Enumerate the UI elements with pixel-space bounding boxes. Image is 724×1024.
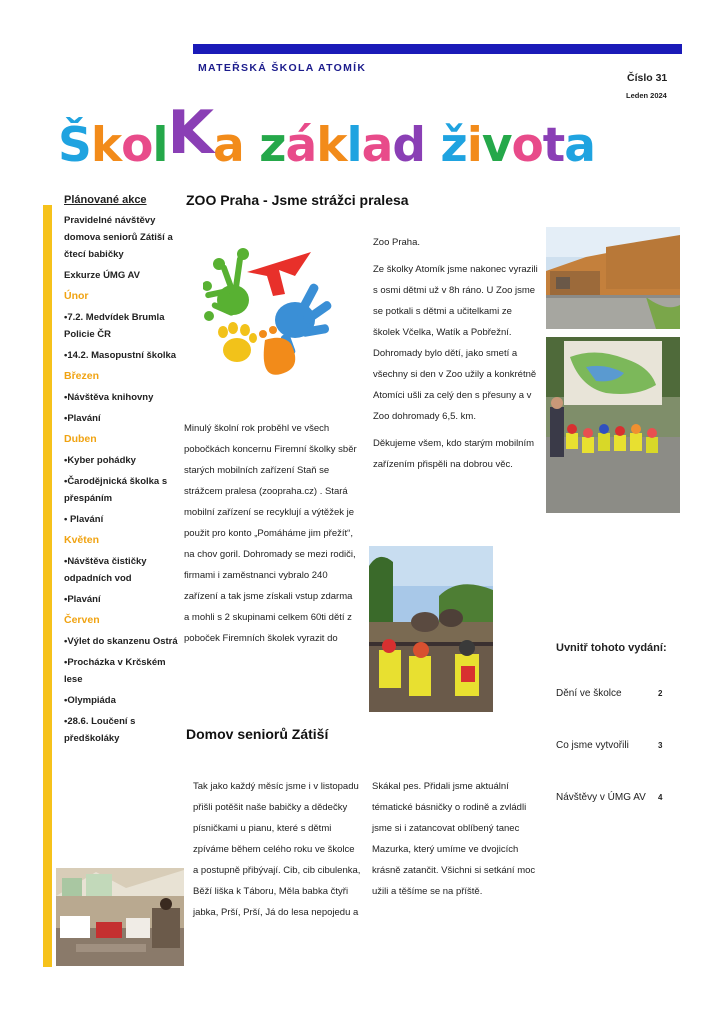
kindergarten-building-photo [546, 227, 680, 329]
event-item: •Návštěva knihovny [64, 392, 154, 403]
masthead-letter: a [213, 118, 244, 173]
event-month-heading: Duben [64, 433, 97, 445]
zoo-elephants-photo [369, 546, 493, 712]
event-item: •Kyber pohádky [64, 455, 136, 466]
masthead-letter: a [564, 118, 595, 173]
planned-events-sidebar [64, 193, 179, 751]
masthead-letter: i [466, 118, 482, 173]
masthead-letter: l [152, 118, 168, 173]
planned-events-list [64, 212, 179, 747]
zoo-praha-logo [203, 242, 337, 382]
event-item: •7.2. Medvídek Brumla Policie ČR [64, 312, 165, 340]
masthead-letter: k [90, 118, 122, 173]
masthead-letter: v [481, 118, 512, 173]
zoo-article-paragraph: Zoo Praha. [373, 237, 420, 248]
zoo-article-text-right [373, 232, 541, 481]
zoo-article-text-left: Minulý školní rok proběhl ve všech pobočkách koncernu Firemní školky sběr starých mobilních zařízení Staň se strážcem pralesa (zoopraha.cz) . Stará mobilní zařízení se recyklují a výtěžek je použit pro konto „Pomáháme jim přežít“, na chov goril. Dohromady se mezi rodiči, firmami i zaměstnanci vybralo 240 zařízení a tak jsme získali vstup zdarma a mohli s 2 skupinami celkem 60ti dětí z poboček Firemních školek vyrazit do [184, 423, 357, 644]
event-month-heading: Červen [64, 614, 100, 626]
sidebar-accent-bar [43, 205, 52, 967]
newsletter-masthead [58, 98, 618, 174]
issue-date: Leden 2024 [626, 91, 667, 100]
masthead-letter: o [121, 118, 153, 173]
masthead-letter: ž [440, 118, 467, 173]
event-month-heading: Březen [64, 370, 100, 382]
contents-row[interactable] [556, 687, 686, 701]
contents-page-number: 4 [658, 793, 663, 802]
kindergarten-interior-photo [56, 868, 184, 966]
event-item: •Plavání [64, 594, 101, 605]
planned-events-title: Plánované akce [64, 194, 147, 206]
masthead-letter: á [285, 118, 317, 173]
masthead-letter: a [361, 118, 393, 173]
contents-label: Dění ve školce [556, 688, 622, 699]
event-item: Pravidelné návštěvy domova seniorů Zátiší a čtecí babičky [64, 215, 173, 260]
masthead-letter: d [392, 118, 425, 173]
event-item: Exkurze ÚMG AV [64, 270, 141, 281]
seniors-article-text-left: Tak jako každý měsíc jsme i v listopadu přišli potěšit naše babičky a dědečky písničkami u pianu, které s dětmi zpíváme během celého roku ve školce a postupně přibývají. Cib, cib cibulenka, Běží liška k Táboru, Měla babka čtyři jabka, Prší, Prší, Já do lesa nepojedu a [193, 781, 361, 918]
event-item: •Výlet do skanzenu Ostrá [64, 636, 178, 647]
event-month-heading: Květen [64, 534, 100, 546]
event-item: •Čarodějnická školka s přespáním [64, 476, 168, 504]
event-item: •14.2. Masopustní školka [64, 350, 177, 361]
zoo-article-paragraph: Děkujeme všem, kdo starým mobilním zařízením přispěli na dobrou věc. [373, 438, 535, 470]
contents-label: Co jsme vytvořili [556, 740, 629, 751]
issue-contents [556, 640, 686, 843]
masthead-letter: k [316, 118, 347, 173]
event-item: •Olympiáda [64, 695, 116, 706]
masthead-letter: t [542, 118, 565, 173]
contents-list [556, 687, 686, 805]
event-item: •28.6. Loučení s předškoláky [64, 716, 136, 744]
contents-page-number: 2 [658, 689, 663, 698]
event-item: •Procházka v Krčském lese [64, 657, 166, 685]
contents-label: Návštěvy v ÚMG AV [556, 792, 646, 803]
event-item: • Plavání [64, 514, 104, 525]
contents-title: Uvnitř tohoto vydání: [556, 642, 667, 654]
contents-row[interactable] [556, 739, 686, 753]
masthead-letter: z [259, 118, 286, 173]
seniors-article-text-right: Skákal pes. Přidali jsme aktuální tématické básničky o rodině a zvládli jsme si i zatancovat oblíbený tanec Mazurka, který umíme ve dvojicích krásně zatančit. Všichni si setkání moc užili a těšíme se na příště. [372, 781, 536, 897]
event-item: •Plavání [64, 413, 101, 424]
masthead-letter: Š [58, 118, 91, 173]
school-name: MATEŘSKÁ ŠKOLA ATOMÍK [198, 62, 367, 74]
masthead-letter: o [511, 118, 543, 173]
event-month-heading: Únor [64, 290, 89, 302]
seniors-article-title: Domov seniorů Zátiší [186, 726, 329, 742]
children-zoo-map-photo [546, 337, 680, 513]
event-item: •Návštěva čističky odpadních vod [64, 556, 147, 584]
masthead-letter [244, 113, 259, 179]
header-top-bar [193, 44, 682, 54]
masthead-letter [425, 113, 440, 179]
zoo-article-paragraph: Ze školky Atomík jsme nakonec vyrazili s osmi dětmi už v 8h ráno. U Zoo jsme se potkali s dětmi a učitelkami ze školek Včelka, Watík a Pobřežní. Dohromady bylo dětí, jako smetí a všechny si den v Zoo užily a konkrétně Atomíci ušli za celý den s přesuny a v Zoo dohromady 6,5. km. [373, 264, 538, 422]
contents-page-number: 3 [658, 741, 663, 750]
issue-number: Číslo 31 [627, 72, 668, 84]
contents-row[interactable] [556, 791, 686, 805]
masthead-letter: l [346, 118, 362, 173]
masthead-letter: K [167, 98, 214, 168]
zoo-article-title: ZOO Praha - Jsme strážci pralesa [186, 192, 409, 208]
